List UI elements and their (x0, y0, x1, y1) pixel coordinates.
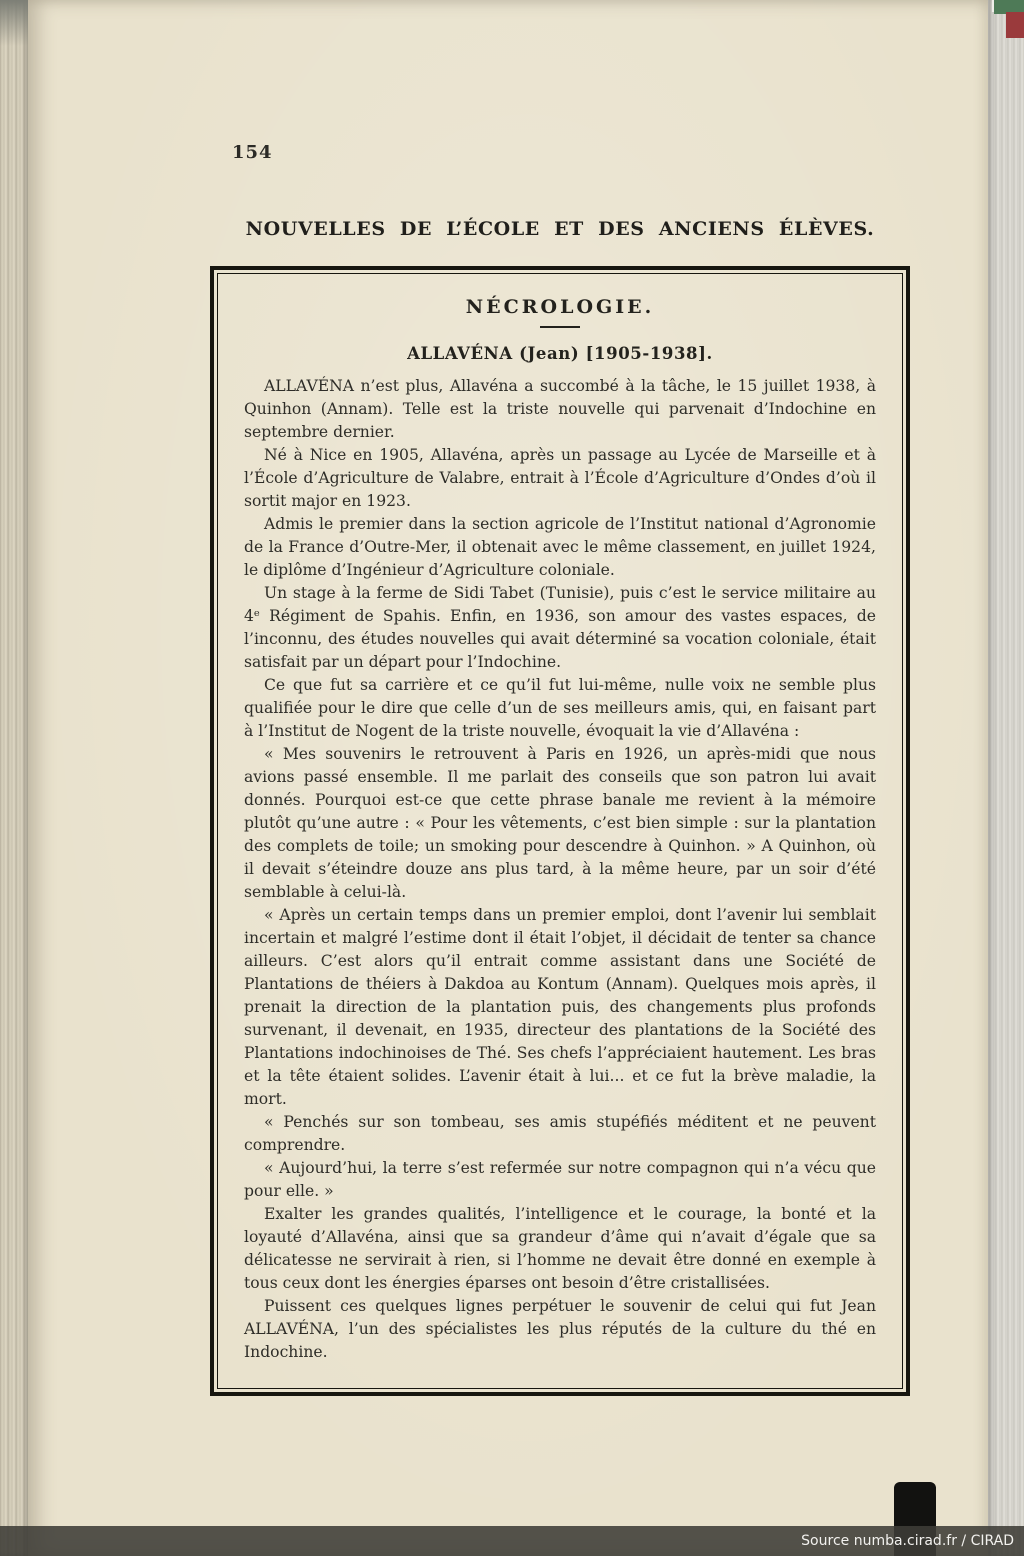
obituary-paragraph: Puissent ces quelques lignes perpétuer le souvenir de celui qui fut Jean ALLAVÉNA, l’un des spécialistes les plus réputés de la culture du thé en Indochine. (244, 1297, 876, 1361)
obituary-entry-heading: ALLAVÉNA (Jean) [1905-1938]. (407, 344, 713, 363)
obituary-paragraph: Exalter les grandes qualités, l’intelligence et le courage, la bonté et la loyauté d’Allavéna, ainsi que sa grandeur d’âme qui n’avait d’égale que sa délicatesse ne servirait à rien, si l’homme ne devait être donné en exemple à tous ceux dont les énergies éparses ont besoin d’être cristallisées. (244, 1205, 876, 1292)
source-credit-text: Source numba.cirad.fr / CIRAD (801, 1533, 1014, 1549)
book-right-pages-edge (988, 0, 1024, 1556)
book-left-edge-shadow (0, 0, 30, 46)
obituary-paragraph: « Après un certain temps dans un premier emploi, dont l’avenir lui semblait incertain et malgré l’estime dont il était l’objet, il décidait de tenter sa chance ailleurs. C’est alors qu’il entrait comme assistant dans une Société de Plantations de théiers à Dakdoa au Kontum (Annam). Quelques mois après, il prenait la direction de la plantation puis, des changements plus profonds survenant, il devenait, en 1935, directeur des plantations de la Société des Plantations indochinoises de Thé. Ses chefs l’appréciaient hautement. Les bras et la tête étaient solides. L’avenir était à lui... et ce fut la brève maladie, la mort. (244, 906, 876, 1108)
obituary-paragraph: Un stage à la ferme de Sidi Tabet (Tunisie), puis c’est le service militaire au 4ᵉ Régiment de Spahis. Enfin, en 1936, son amour des vastes espaces, de l’inconnu, des études nouvelles qui avait déterminé sa vocation coloniale, était satisfait par un départ pour l’Indochine. (244, 584, 876, 671)
obituary-paragraph: « Mes souvenirs le retrouvent à Paris en 1926, un après-midi que nous avions passé ensemble. Il me parlait des conseils que son patron lui avait donnés. Pourquoi est-ce que cette phrase banale me revient à la mémoire plutôt qu’une autre : « Pour les vêtements, c’est bien simple : sur la plantation des complets de toile; un smoking pour descendre à Quinhon. » A Quinhon, où il devait s’éteindre douze ans plus tard, à la même heure, par un soir d’été semblable à celui-là. (244, 745, 876, 901)
necrology-box (217, 273, 903, 1389)
obituary-paragraphs (244, 375, 876, 1364)
book-left-pages-edge (0, 0, 30, 1556)
red-ribbon-marker (1006, 12, 1024, 38)
source-credit-bar (0, 1526, 1024, 1556)
page-number: 154 (232, 142, 273, 163)
obituary-paragraph: ALLAVÉNA n’est plus, Allavéna a succombé à la tâche, le 15 juillet 1938, à Quinhon (Annam). Telle est la triste nouvelle qui parvenait d’Indochine en septembre dernier. (244, 377, 876, 441)
obituary-paragraph: « Aujourd’hui, la terre s’est refermée sur notre compagnon qui n’a vécu que pour elle. » (244, 1159, 876, 1200)
section-header: NOUVELLES DE L’ÉCOLE ET DES ANCIENS ÉLÈVES. (245, 218, 875, 240)
obituary-paragraph: Né à Nice en 1905, Allavéna, après un passage au Lycée de Marseille et à l’École d’Agriculture de Valabre, entrait à l’École d’Agriculture d’Ondes d’où il sortit major en 1923. (244, 446, 876, 510)
page-content (210, 0, 910, 1396)
title-rule (540, 326, 580, 328)
book-page (28, 0, 988, 1556)
obituary-paragraph: Ce que fut sa carrière et ce qu’il fut lui-même, nulle voix ne semble plus qualifiée pour le dire que celle d’un de ses meilleurs amis, qui, en faisant part à l’Institut de Nogent de la triste nouvelle, évoquait la vie d’Allavéna : (244, 676, 876, 740)
obituary-paragraph: Admis le premier dans la section agricole de l’Institut national d’Agronomie de la France d’Outre-Mer, il obtenait avec le même classement, en juillet 1924, le diplôme d’Ingénieur d’Agriculture coloniale. (244, 515, 876, 579)
necrology-box-border (210, 266, 910, 1396)
necrology-title: NÉCROLOGIE. (465, 296, 655, 318)
obituary-paragraph: « Penchés sur son tombeau, ses amis stupéfiés méditent et ne peuvent comprendre. (244, 1113, 876, 1154)
